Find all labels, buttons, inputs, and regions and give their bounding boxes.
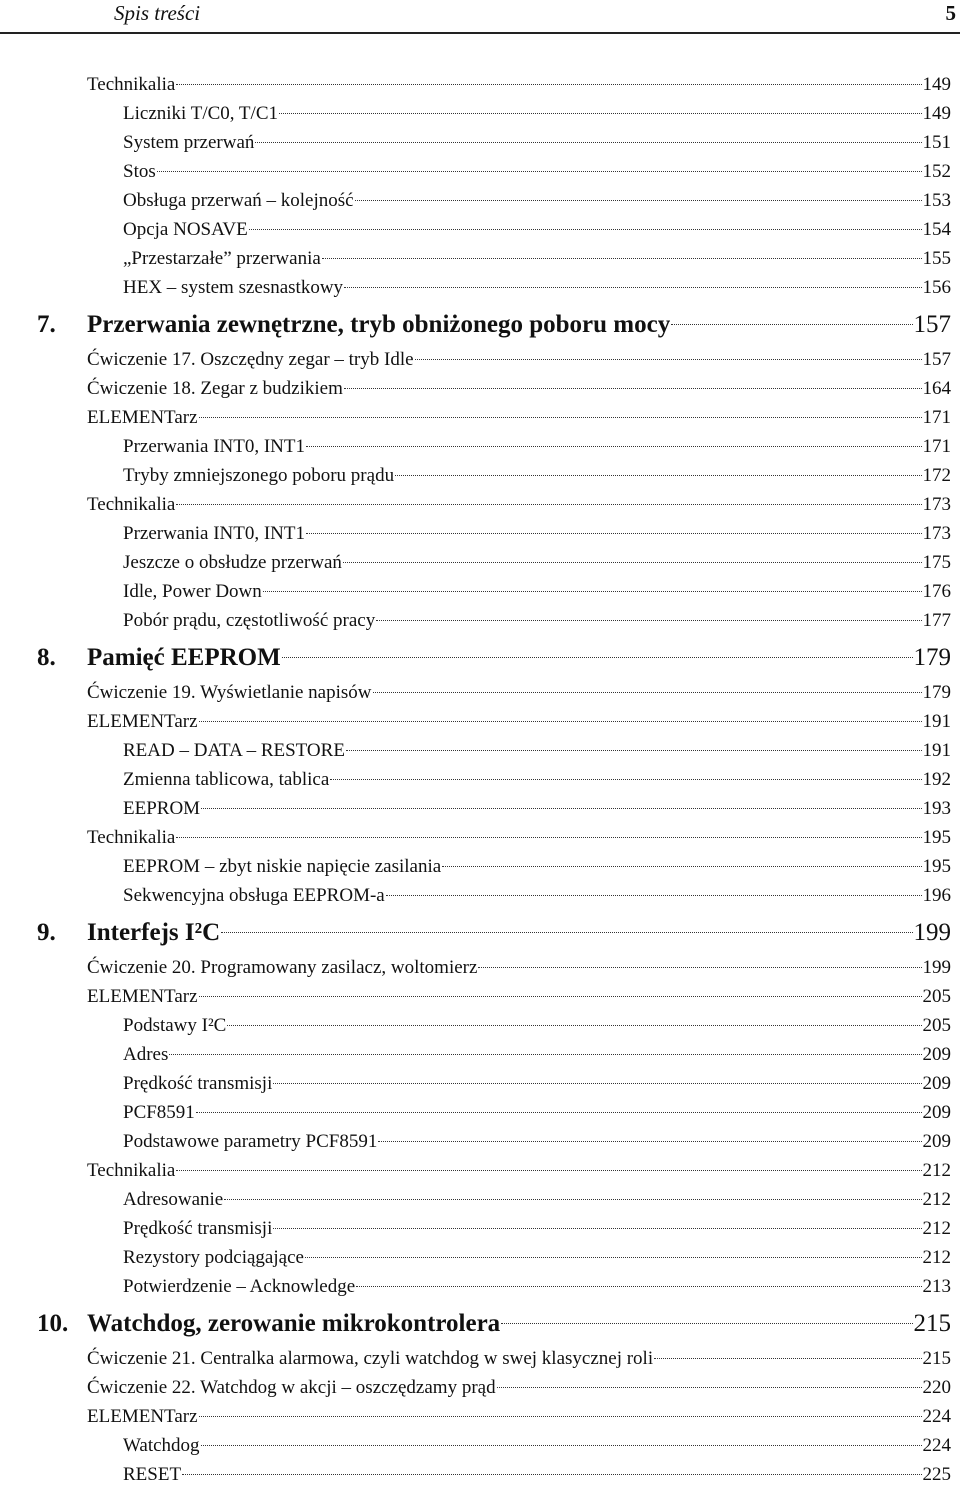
dot-leader <box>255 142 921 143</box>
toc-entry[interactable] <box>0 432 960 461</box>
toc-entry[interactable] <box>0 707 960 736</box>
dot-leader <box>176 84 921 85</box>
toc-entry[interactable] <box>0 852 960 881</box>
dot-leader <box>157 171 922 172</box>
toc-entry-title: EEPROM <box>123 798 201 819</box>
dot-leader <box>306 533 921 534</box>
toc-entry[interactable] <box>0 678 960 707</box>
dot-leader <box>221 932 912 933</box>
toc-entry-title: Technikalia <box>87 494 176 515</box>
toc-entry[interactable] <box>0 490 960 519</box>
toc-entry[interactable] <box>0 244 960 273</box>
toc-entry[interactable] <box>0 953 960 982</box>
chapter-number: 8. <box>37 644 56 671</box>
dot-leader <box>378 1141 921 1142</box>
dot-leader <box>273 1083 921 1084</box>
dot-leader <box>376 620 921 621</box>
toc-entry-title: Ćwiczenie 18. Zegar z budzikiem <box>87 378 343 399</box>
toc-entry-title: Ćwiczenie 21. Centralka alarmowa, czyli watchdog w swej klasycznej roli <box>87 1348 654 1369</box>
dot-leader <box>273 1228 921 1229</box>
toc-entry-title: Przerwania INT0, INT1 <box>123 523 306 544</box>
toc-entry[interactable] <box>0 881 960 910</box>
toc-entry-page: 212 <box>922 1218 951 1239</box>
toc-entry-page: 212 <box>922 1189 951 1210</box>
toc-entry-title: Przerwania zewnętrzne, tryb obniżonego poboru mocy <box>87 311 671 338</box>
dot-leader <box>305 1257 922 1258</box>
toc-entry-page: 205 <box>922 986 951 1007</box>
toc-entry[interactable] <box>0 215 960 244</box>
dot-leader <box>671 324 912 325</box>
dot-leader <box>199 1416 922 1417</box>
dot-leader <box>501 1323 912 1324</box>
table-of-contents <box>0 70 960 1489</box>
toc-entry-page: 157 <box>913 311 951 338</box>
toc-entry[interactable] <box>0 273 960 302</box>
toc-entry-page: 224 <box>922 1406 951 1427</box>
toc-entry-title: Ćwiczenie 20. Programowany zasilacz, woltomierz <box>87 957 478 978</box>
toc-entry-page: 209 <box>922 1073 951 1094</box>
toc-entry-page: 215 <box>922 1348 951 1369</box>
toc-entry-title: Idle, Power Down <box>123 581 262 602</box>
toc-entry[interactable] <box>0 1185 960 1214</box>
toc-entry[interactable] <box>0 374 960 403</box>
toc-entry-page: 152 <box>922 161 951 182</box>
dot-leader <box>497 1387 922 1388</box>
toc-entry-page: 155 <box>922 248 951 269</box>
dot-leader <box>344 388 922 389</box>
toc-entry-title: ELEMENTarz <box>87 1406 198 1427</box>
toc-entry-title: READ – DATA – RESTORE <box>123 740 345 761</box>
toc-entry-page: 171 <box>922 407 951 428</box>
dot-leader <box>201 1445 922 1446</box>
toc-entry-page: 176 <box>922 581 951 602</box>
toc-entry-title: Adresowanie <box>123 1189 224 1210</box>
toc-entry[interactable] <box>0 1040 960 1069</box>
toc-entry-title: Watchdog <box>123 1435 200 1456</box>
toc-entry-title: „Przestarzałe” przerwania <box>123 248 321 269</box>
toc-entry[interactable] <box>0 1098 960 1127</box>
toc-entry-title: Pamięć EEPROM <box>87 644 281 671</box>
toc-entry-page: 154 <box>922 219 951 240</box>
toc-entry-title: Stos <box>123 161 156 182</box>
toc-entry[interactable] <box>0 606 960 635</box>
dot-leader <box>249 229 922 230</box>
toc-entry-title: Ćwiczenie 22. Watchdog w akcji – oszczędzamy prąd <box>87 1377 496 1398</box>
toc-entry-page: 196 <box>922 885 951 906</box>
dot-leader <box>356 1286 921 1287</box>
toc-entry-title: PCF8591 <box>123 1102 195 1123</box>
dot-leader <box>199 721 922 722</box>
toc-entry-title: Ćwiczenie 19. Wyświetlanie napisów <box>87 682 372 703</box>
dot-leader <box>224 1199 921 1200</box>
toc-chapter-entry[interactable] <box>0 638 960 678</box>
dot-leader <box>322 258 922 259</box>
running-header-title: Spis treści <box>114 1 201 25</box>
dot-leader <box>201 808 921 809</box>
toc-entry-title: Potwierdzenie – Acknowledge <box>123 1276 356 1297</box>
toc-entry-title: Ćwiczenie 17. Oszczędny zegar – tryb Idle <box>87 349 414 370</box>
toc-entry-title: Tryby zmniejszonego poboru prądu <box>123 465 395 486</box>
dot-leader <box>176 1170 921 1171</box>
dot-leader <box>169 1054 921 1055</box>
toc-entry-page: 209 <box>922 1131 951 1152</box>
toc-entry-title: ELEMENTarz <box>87 407 198 428</box>
toc-entry[interactable] <box>0 1214 960 1243</box>
toc-entry-title: Pobór prądu, częstotliwość pracy <box>123 610 376 631</box>
toc-entry[interactable] <box>0 157 960 186</box>
toc-entry-page: 224 <box>922 1435 951 1456</box>
toc-entry-page: 212 <box>922 1247 951 1268</box>
dot-leader <box>343 562 922 563</box>
toc-entry-title: ELEMENTarz <box>87 986 198 1007</box>
toc-entry[interactable] <box>0 70 960 99</box>
dot-leader <box>415 359 922 360</box>
toc-entry-page: 193 <box>922 798 951 819</box>
toc-entry-title: Obsługa przerwań – kolejność <box>123 190 354 211</box>
toc-entry[interactable] <box>0 186 960 215</box>
toc-entry-title: Watchdog, zerowanie mikrokontrolera <box>87 1310 501 1337</box>
dot-leader <box>279 113 922 114</box>
dot-leader <box>306 446 921 447</box>
toc-entry[interactable] <box>0 461 960 490</box>
toc-entry-page: 171 <box>922 436 951 457</box>
chapter-number: 10. <box>37 1310 69 1337</box>
dot-leader <box>478 967 921 968</box>
toc-entry-page: 212 <box>922 1160 951 1181</box>
dot-leader <box>344 287 921 288</box>
dot-leader <box>282 657 913 658</box>
toc-entry[interactable] <box>0 1431 960 1460</box>
toc-entry-title: Opcja NOSAVE <box>123 219 248 240</box>
toc-entry-title: Prędkość transmisji <box>123 1218 273 1239</box>
page-number: 5 <box>945 1 956 25</box>
toc-entry[interactable] <box>0 736 960 765</box>
toc-entry-page: 191 <box>922 740 951 761</box>
toc-entry-title: Liczniki T/C0, T/C1 <box>123 103 278 124</box>
toc-entry-page: 192 <box>922 769 951 790</box>
toc-chapter-entry[interactable] <box>0 305 960 345</box>
toc-entry-title: Jeszcze o obsłudze przerwań <box>123 552 342 573</box>
toc-entry-title: Przerwania INT0, INT1 <box>123 436 306 457</box>
dot-leader <box>330 779 921 780</box>
toc-entry-page: 191 <box>922 711 951 732</box>
toc-entry-page: 172 <box>922 465 951 486</box>
toc-entry-page: 199 <box>922 957 951 978</box>
toc-entry-title: Podstawowe parametry PCF8591 <box>123 1131 378 1152</box>
toc-entry-page: 179 <box>922 682 951 703</box>
toc-chapter-entry[interactable] <box>0 913 960 953</box>
dot-leader <box>199 996 922 997</box>
toc-entry-title: Sekwencyjna obsługa EEPROM-a <box>123 885 385 906</box>
toc-entry-page: 153 <box>922 190 951 211</box>
toc-entry-page: 151 <box>922 132 951 153</box>
toc-entry[interactable] <box>0 99 960 128</box>
toc-entry-page: 149 <box>922 103 951 124</box>
toc-entry[interactable] <box>0 128 960 157</box>
toc-entry-page: 149 <box>922 74 951 95</box>
toc-entry-page: 157 <box>922 349 951 370</box>
toc-entry[interactable] <box>0 823 960 852</box>
toc-entry-page: 209 <box>922 1102 951 1123</box>
toc-entry[interactable] <box>0 577 960 606</box>
toc-entry-title: Adres <box>123 1044 169 1065</box>
toc-entry[interactable] <box>0 1344 960 1373</box>
toc-chapter-entry[interactable] <box>0 1304 960 1344</box>
dot-leader <box>395 475 921 476</box>
toc-entry-page: 213 <box>922 1276 951 1297</box>
toc-entry-page: 179 <box>913 644 951 671</box>
toc-entry[interactable] <box>0 1069 960 1098</box>
toc-entry[interactable] <box>0 548 960 577</box>
toc-entry-title: Technikalia <box>87 827 176 848</box>
toc-entry-title: RESET <box>123 1464 182 1485</box>
toc-entry-page: 220 <box>922 1377 951 1398</box>
dot-leader <box>442 866 921 867</box>
toc-entry-page: 195 <box>922 856 951 877</box>
toc-entry-title: Technikalia <box>87 1160 176 1181</box>
dot-leader <box>386 895 922 896</box>
toc-entry-title: Zmienna tablicowa, tablica <box>123 769 330 790</box>
toc-entry[interactable] <box>0 1373 960 1402</box>
toc-entry[interactable] <box>0 1402 960 1431</box>
toc-entry[interactable] <box>0 1156 960 1185</box>
chapter-number: 9. <box>37 919 56 946</box>
toc-entry-title: Prędkość transmisji <box>123 1073 273 1094</box>
toc-entry-title: Rezystory podciągające <box>123 1247 304 1268</box>
dot-leader <box>355 200 922 201</box>
chapter-number: 7. <box>37 311 56 338</box>
toc-entry[interactable] <box>0 1272 960 1301</box>
toc-entry-page: 164 <box>922 378 951 399</box>
toc-entry-page: 173 <box>922 523 951 544</box>
toc-entry-page: 209 <box>922 1044 951 1065</box>
page-header <box>0 0 960 34</box>
toc-entry-page: 156 <box>922 277 951 298</box>
toc-entry-page: 175 <box>922 552 951 573</box>
dot-leader <box>199 417 922 418</box>
toc-entry-title: Podstawy I²C <box>123 1015 227 1036</box>
toc-entry-page: 215 <box>913 1310 951 1337</box>
toc-entry[interactable] <box>0 1127 960 1156</box>
dot-leader <box>227 1025 921 1026</box>
dot-leader <box>654 1358 921 1359</box>
dot-leader <box>263 591 922 592</box>
toc-entry[interactable] <box>0 1011 960 1040</box>
toc-entry[interactable] <box>0 403 960 432</box>
toc-entry-page: 199 <box>913 919 951 946</box>
toc-entry[interactable] <box>0 765 960 794</box>
toc-entry-page: 225 <box>922 1464 951 1485</box>
toc-entry[interactable] <box>0 982 960 1011</box>
dot-leader <box>346 750 922 751</box>
toc-entry[interactable] <box>0 345 960 374</box>
dot-leader <box>373 692 922 693</box>
toc-entry-title: ELEMENTarz <box>87 711 198 732</box>
toc-entry-title: System przerwań <box>123 132 255 153</box>
dot-leader <box>176 504 921 505</box>
toc-entry[interactable] <box>0 519 960 548</box>
toc-entry-page: 205 <box>922 1015 951 1036</box>
dot-leader <box>196 1112 922 1113</box>
toc-entry-title: Interfejs I²C <box>87 919 221 946</box>
toc-entry-title: Technikalia <box>87 74 176 95</box>
toc-entry[interactable] <box>0 1243 960 1272</box>
toc-entry-page: 173 <box>922 494 951 515</box>
dot-leader <box>182 1474 921 1475</box>
dot-leader <box>176 837 921 838</box>
toc-entry[interactable] <box>0 794 960 823</box>
toc-entry[interactable] <box>0 1460 960 1489</box>
toc-entry-title: EEPROM – zbyt niskie napięcie zasilania <box>123 856 442 877</box>
toc-entry-page: 195 <box>922 827 951 848</box>
toc-entry-title: HEX – system szesnastkowy <box>123 277 344 298</box>
toc-entry-page: 177 <box>922 610 951 631</box>
